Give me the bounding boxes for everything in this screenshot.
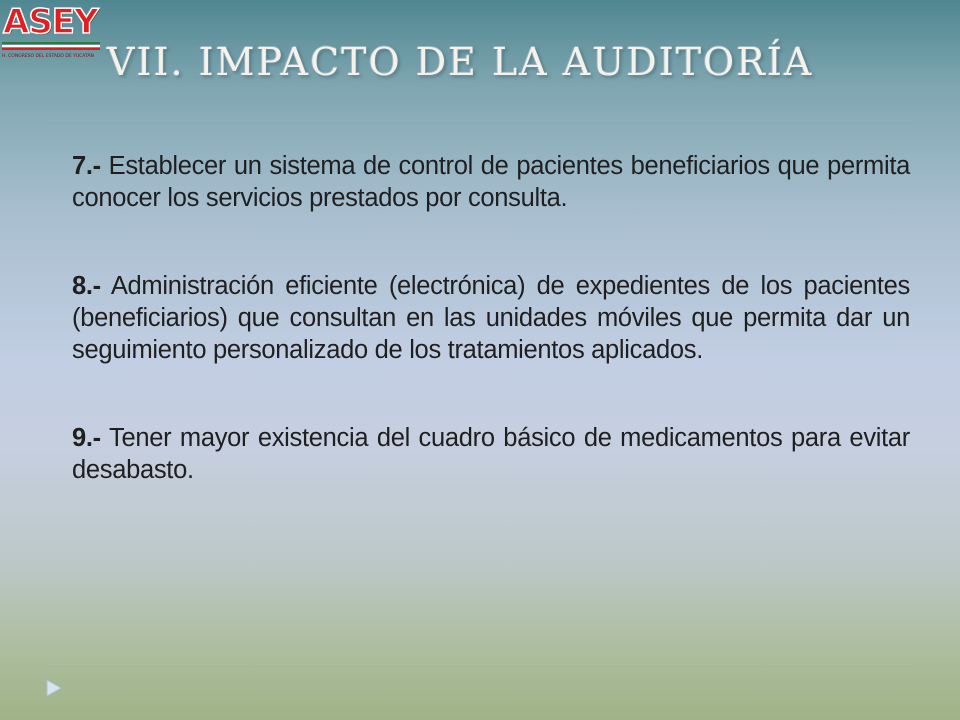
triangle-right-icon[interactable] (44, 678, 64, 698)
logo-stripes (2, 42, 100, 50)
item-number: 8.- (72, 272, 101, 300)
asey-logo (0, 2, 104, 92)
item-text: Establecer un sistema de control de pacientes beneficiarios que permita conocer los servicios prestados por consulta. (72, 152, 910, 212)
logo-subtitle: H. CONGRESO DEL ESTADO DE YUCATÁN (2, 54, 94, 59)
item-text: Tener mayor existencia del cuadro básico de medicamentos para evitar desabasto. (72, 424, 910, 484)
slide-title: VII. IMPACTO DE LA AUDITORÍA (107, 40, 814, 84)
list-item (72, 422, 910, 486)
list-item (72, 270, 910, 366)
list-item (72, 150, 910, 214)
logo-wordmark: ASEY (3, 2, 98, 42)
top-divider (48, 120, 912, 121)
slide-body (72, 150, 910, 542)
item-number: 7.- (72, 152, 101, 180)
item-text: Administración eficiente (electrónica) de expedientes de los pacientes (beneficiarios) que consultan en las unidades móviles que permita dar un seguimiento personalizado de los tratamientos aplicados. (72, 272, 910, 364)
item-number: 9.- (72, 424, 101, 452)
bottom-divider (48, 666, 912, 667)
